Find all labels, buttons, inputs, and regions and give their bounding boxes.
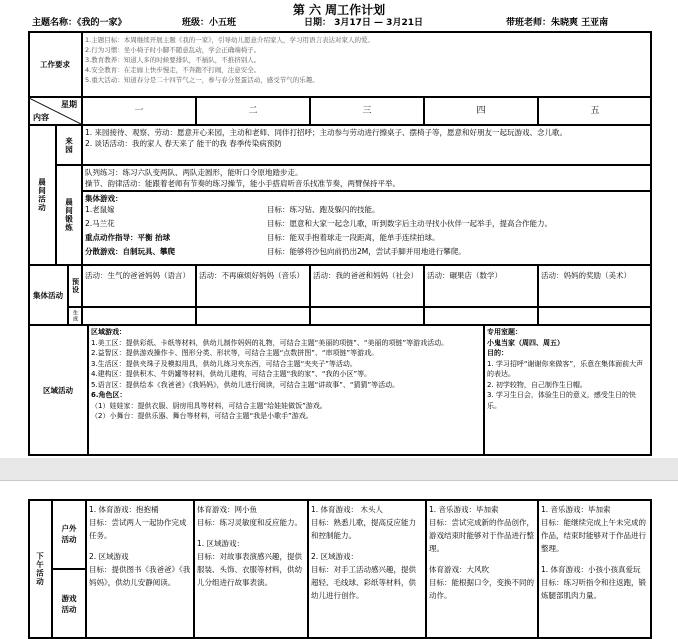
page-gap [0, 458, 678, 480]
afternoon-mon: 1. 体育游戏：抱抱桶 目标：尝试两人一起协作完成任务。 2. 区域游戏 目标：提供图书《我爸爸》《我妈妈》，供幼儿安静阅读。 [86, 499, 194, 639]
area-line: 1.美工区：提供彩纸、卡纸等材料，供幼儿制作妈妈的礼物，可结合主题“美丽的项链”、“美丽的项链”等游戏活动。 [91, 338, 449, 347]
game-goal: 目标：愿意和大家一起念儿歌，听到数字后主动寻找小伙伴一起举手，提高合作能力。 [267, 219, 552, 228]
exercise-line: 队列练习：练习六队变两队、两队走圆形，能听口令原地踏步走。 [85, 168, 303, 177]
group-activity-wed: 活动：我的爸爸和妈妈（社会） [310, 265, 424, 307]
game-goal: 目标：能双手抱着球走一段距离，能单手连续拍球。 [267, 233, 440, 242]
day-header-tue: 二 [196, 97, 310, 125]
generated-wed [310, 307, 424, 325]
day-header-mon: 一 [82, 97, 196, 125]
special-line: 1. 学习招呼“谢谢你来做客”，乐意在集体面前大声的表达。 [487, 359, 644, 378]
generated-tue [196, 307, 310, 325]
group-activity-fri: 活动：妈妈的奖励（美术） [538, 265, 652, 307]
area-label: 区域活动 [28, 325, 88, 456]
afternoon-tue: 体育游戏：网小鱼 目标：练习灵敏度和反应能力。 1. 区域游戏： 目标：对故事表演感兴趣，提供服装、头饰、衣服等材料，供幼儿分组进行故事表演。 [194, 499, 308, 639]
date-label: 日期： 3月17日 — 3月21日 [304, 18, 423, 28]
game-row [85, 246, 649, 260]
afternoon-wed: 1. 体育游戏： 木头人 目标：熟悉儿歌，提高反应能力和控制能力。 2. 区域游戏： 目标：对手工活动感兴趣，提供超轻、毛线球、彩纸等材料，供幼儿进行创作。 [308, 499, 426, 639]
morning-label: 晨间活动 [28, 125, 56, 265]
game-name: 2.马兰花 [85, 219, 115, 228]
special-title: 专用室题： [487, 328, 522, 336]
generated-mon [82, 307, 196, 325]
area-line: 4.建构区：提供积木、牛奶罐等材料，供幼儿建构，可结合主题“我的家”、“我的小区”等。 [91, 370, 372, 378]
special-room [484, 325, 652, 456]
week-content-corner [28, 97, 82, 125]
arrive-content [82, 125, 652, 165]
exercise-label: 晨间锻炼 [56, 165, 82, 265]
work-req-line: 1.主题目标：本周继续开展主题《我的一家》，引导幼儿愿意介绍家人，学习用语言表达对家人的爱。 [85, 36, 374, 44]
game-activity-label: 游戏活动 [52, 569, 86, 639]
group-label: 集体活动 [28, 265, 68, 325]
page-two [0, 480, 678, 633]
area-line: 2.益智区：提供游戏操作卡、图形分类、形状等，可结合主题“点数拼图”、“串项链”等游戏。 [91, 349, 379, 357]
afternoon-label: 下午活动 [28, 499, 52, 639]
special-goal-title: 目的： [487, 349, 508, 357]
work-req-line: 3.教育教养：知道人多的时候要排队，不插队，不推挤别人。 [85, 56, 261, 64]
group-games-title: 集体游戏： [85, 194, 123, 203]
day-header-wed: 三 [310, 97, 424, 125]
page-title: 第 六 周工作计划 [292, 3, 386, 17]
generated-thu [424, 307, 538, 325]
generated-fri [538, 307, 652, 325]
week-label: 星期 [61, 100, 77, 109]
area-line: （1）娃娃家：提供衣服、厨房用具等材料，可结合主题“给娃娃做饭”游戏。 [91, 401, 327, 410]
class-label: 班级：小五班 [182, 18, 237, 28]
group-games [82, 191, 652, 265]
group-activity-thu: 活动：碾果店（数学） [424, 265, 538, 307]
game-name: 重点动作指导：平衡 抬球 [85, 233, 171, 242]
day-header-fri: 五 [538, 97, 652, 125]
game-name: 分散游戏：自制玩具、攀爬 [85, 247, 175, 256]
generated-label: 生成 [68, 307, 82, 325]
content-label: 内容 [33, 113, 49, 122]
day-header-thu: 四 [424, 97, 538, 125]
work-req-content [82, 31, 652, 97]
area-title: 区域游戏： [91, 328, 126, 336]
special-line: 3. 学习生日会，体验生日的意义，感受生日的快乐。 [487, 391, 636, 410]
game-row [85, 232, 649, 246]
work-req-line: 2.行为习惯：坐小椅子时小脚不随意乱动，学会正确端椅子。 [85, 46, 261, 54]
game-row [85, 218, 649, 232]
afternoon-fri: 1. 音乐游戏：毕加索 目标：能继续完成上午未完成的作品，结束时能够对于作品进行整理。 1. 体育游戏：小孩小孩真爱玩 目标：练习听指令和往返跑，锻炼腿部肌肉力量。 [538, 499, 652, 639]
theme-label: 主题名称：《我的一家》 [32, 18, 127, 28]
game-name: 1.老鼠嫁 [85, 205, 115, 214]
area-line: 6.角色区： [91, 391, 127, 399]
arrive-line: 2. 谈话活动：我的家人 春天来了 能干的我 春季传染病预防 [85, 139, 282, 148]
area-line: 3.生活区：提供夹珠子及模拟用具，供幼儿练习夹东西，可结合主题“夹夹子”等活动。 [91, 359, 357, 368]
exercise-content [82, 165, 652, 191]
afternoon-thu: 1. 音乐游戏：毕加索 目标：尝试完成新的作品创作，游戏结束时能够对于作品进行整理。 体育游戏：大风吹 目标：能根据口令，变换不同的动作。 [426, 499, 538, 639]
area-line: 5.语言区：提供绘本《我爸爸》《我妈妈》，供幼儿进行阅读，可结合主题“讲故事”、“猜猜”等活动。 [91, 380, 400, 389]
header-info [32, 15, 648, 29]
outdoor-label: 户外活动 [52, 499, 86, 569]
preset-label: 预设 [68, 265, 82, 307]
special-line: 2. 初学较物，自己制作生日帽。 [487, 380, 587, 389]
group-activity-mon: 活动：生气的爸爸妈妈（语言） [82, 265, 196, 307]
area-games [88, 325, 484, 456]
work-req-line: 4.安全教育：在走廊上快步慢走，不奔跑不打闹，注意安全。 [85, 66, 261, 74]
exercise-line: 操节、韵律活动：能跟着老师有节奏的练习操节，能小手搭肩听音乐找准节奏，两臂保持平举。 [85, 179, 400, 188]
work-req-label: 工作要求 [28, 31, 82, 97]
special-subtitle: 小鬼当家（周四、周五） [487, 338, 564, 347]
game-row [85, 204, 649, 218]
group-activity-tue: 活动：不再麻烦好妈妈（音乐） [196, 265, 310, 307]
game-goal: 目标：练习钻、跑及躲闪的技能。 [267, 205, 380, 214]
game-goal: 目标：能够将沙包向前扔出2M，尝试手脚并用地进行攀爬。 [267, 247, 466, 256]
area-line: （2）小舞台：提供乐器、舞台等材料，可结合主题“我是小歌手”游戏。 [91, 412, 313, 420]
arrive-line: 1. 来园接待、观察、劳动：愿意开心来园，主动和老师、同伴打招呼；主动参与劳动进行擦桌子、摆椅子等，愿意和好朋友一起玩游戏、念儿歌。 [85, 128, 568, 137]
teacher-label: 带班老师：朱晓爽 王亚南 [506, 18, 609, 28]
arrive-label: 来园 [56, 125, 82, 165]
work-req-line: 5.重大活动：知道春分是二十四节气之一，参与春分竖蛋活动，感受节气的乐趣。 [85, 76, 319, 84]
